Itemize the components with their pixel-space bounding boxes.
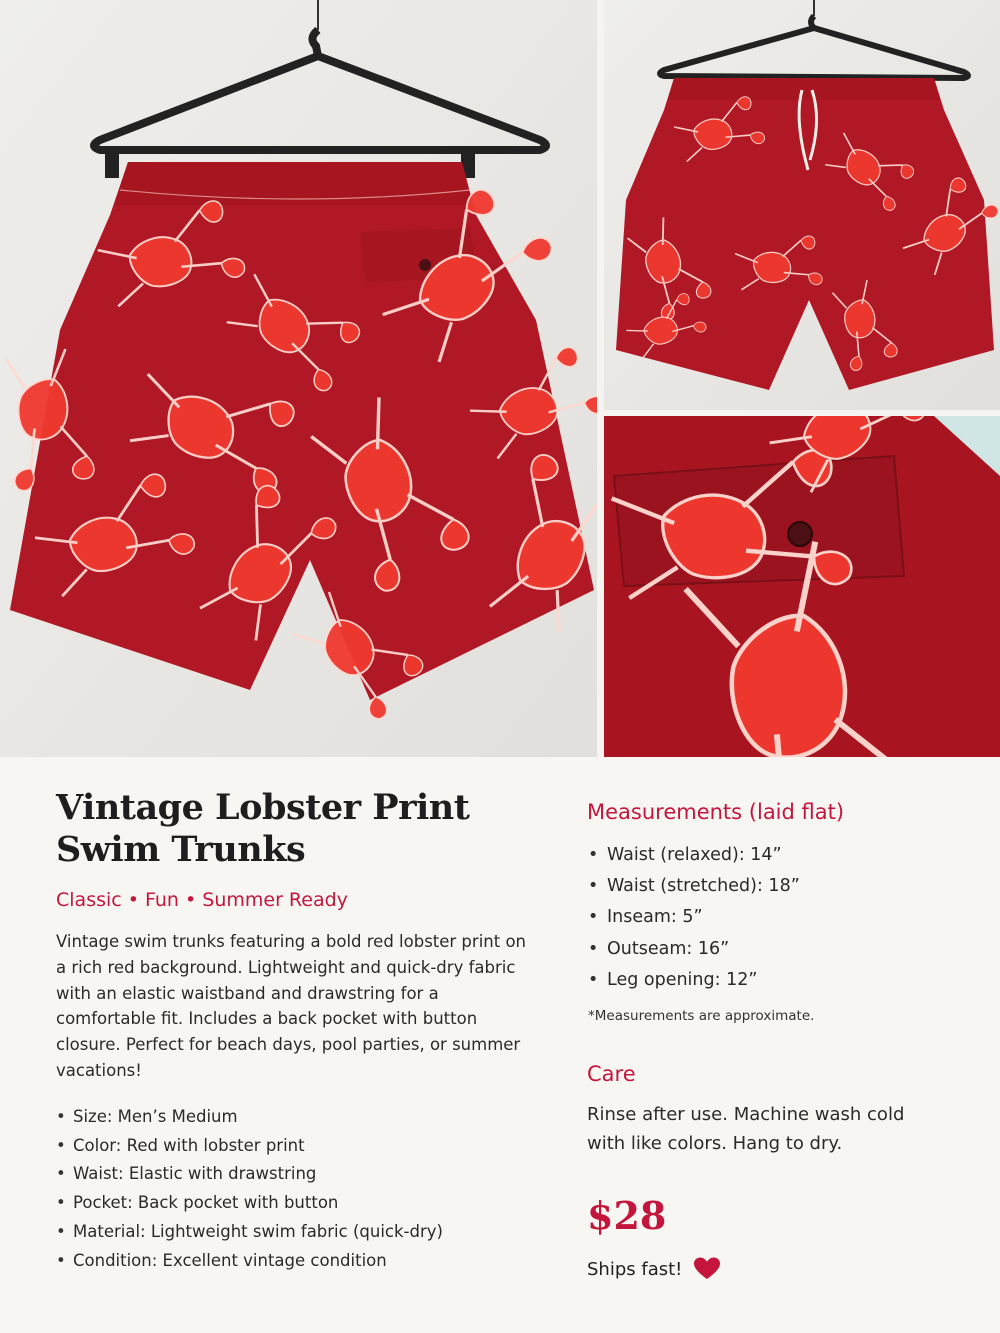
care-heading: Care <box>587 1062 636 1086</box>
shipping-text: Ships fast! <box>587 1258 683 1280</box>
measurement-item: • Waist (relaxed): 14” <box>588 840 800 871</box>
spec-item: • Size: Men’s Medium <box>56 1103 443 1132</box>
spec-item: • Material: Lightweight swim fabric (quick-dry) <box>56 1218 443 1247</box>
spec-item: • Color: Red with lobster print <box>56 1132 443 1161</box>
photo-front-view <box>604 0 1000 410</box>
price: $28 <box>587 1193 667 1238</box>
product-title: Vintage Lobster Print Swim Trunks <box>56 787 470 870</box>
product-tagline: Classic • Fun • Summer Ready <box>56 889 348 911</box>
measurements-list <box>588 840 800 996</box>
photo-pocket-closeup <box>604 416 1000 757</box>
measurements-heading: Measurements (laid flat) <box>587 800 845 824</box>
measurements-note: *Measurements are approximate. <box>588 1008 815 1024</box>
spec-item: • Condition: Excellent vintage condition <box>56 1247 443 1276</box>
care-text: Rinse after use. Machine wash cold with like colors. Hang to dry. <box>587 1104 905 1154</box>
heart-icon <box>694 1257 720 1281</box>
measurement-item: • Waist (stretched): 18” <box>588 871 800 902</box>
photo-back-view <box>0 0 597 757</box>
product-description: Vintage swim trunks featuring a bold red lobster print on a rich red background. Lightweight and quick-dry fabric with an elastic waistband and drawstring for a comfortable fit. Includes a back pocket with button closure. Perfect for beach days, pool parties, or summer vacations! <box>56 932 527 1080</box>
spec-item: • Pocket: Back pocket with button <box>56 1189 443 1218</box>
measurement-item: • Outseam: 16” <box>588 934 800 965</box>
spec-item: • Waist: Elastic with drawstring <box>56 1160 443 1189</box>
shipping-note <box>587 1257 720 1281</box>
measurement-item: • Inseam: 5” <box>588 902 800 933</box>
measurement-item: • Leg opening: 12” <box>588 965 800 996</box>
spec-list <box>56 1103 443 1275</box>
